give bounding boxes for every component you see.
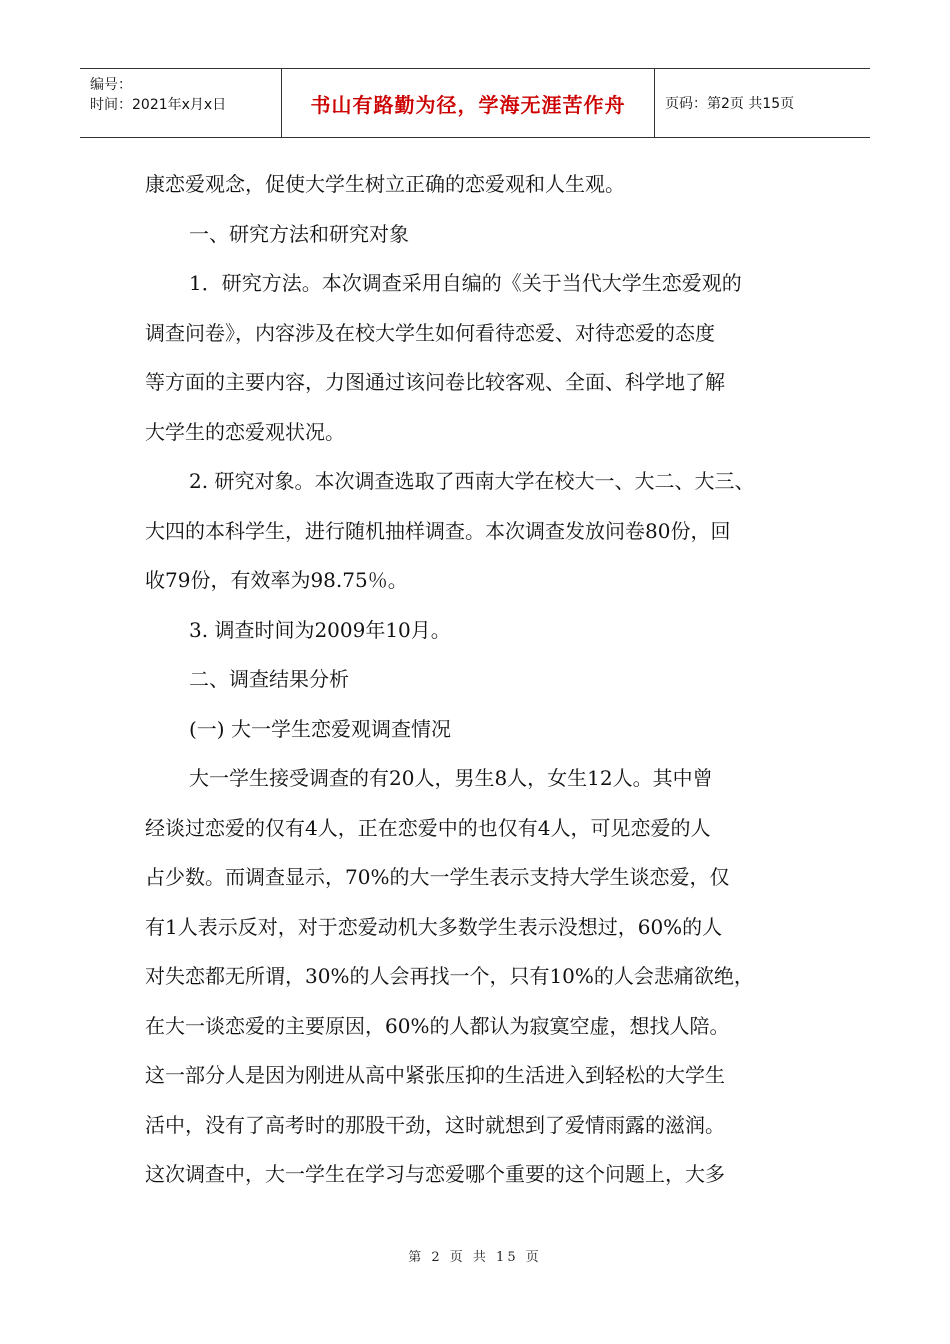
body-line: 这次调查中，大一学生在学习与恋爱哪个重要的这个问题上，大多 bbox=[145, 1162, 725, 1186]
page-footer: 第 2 页 共 15 页 bbox=[408, 1250, 542, 1265]
body-line: 1．研究方法。本次调查采用自编的《关于当代大学生恋爱观的 bbox=[189, 271, 742, 295]
document-body bbox=[145, 160, 815, 1200]
body-line: 大学生的恋爱观状况。 bbox=[145, 419, 345, 444]
body-line: 等方面的主要内容，力图通过该问卷比较客观、全面、科学地了解 bbox=[145, 370, 725, 394]
body-line: 经谈过恋爱的仅有4人，正在恋爱中的也仅有4人，可见恋爱的人 bbox=[145, 815, 711, 840]
body-line: 大一学生接受调查的有20人，男生8人，女生12人。其中曾 bbox=[189, 766, 713, 790]
body-line: 大四的本科学生，进行随机抽样调查。本次调查发放问卷80份，回 bbox=[145, 518, 731, 543]
body-line: 活中，没有了高考时的那股干劲，这时就想到了爱情雨露的滋润。 bbox=[145, 1112, 725, 1137]
header-meta bbox=[80, 69, 282, 137]
body-line: 康恋爱观念，促使大学生树立正确的恋爱观和人生观。 bbox=[145, 172, 625, 196]
body-line: 收79份，有效率为98.75％。 bbox=[145, 568, 408, 592]
page-header bbox=[80, 68, 870, 138]
body-line: 占少数。而调查显示，70%的大一学生表示支持大学生谈恋爱，仅 bbox=[145, 865, 730, 889]
document-date-label: 时间：2021年x月x日 bbox=[90, 97, 227, 113]
section-heading: 一、研究方法和研究对象 bbox=[189, 221, 409, 246]
subsection-heading: (一) 大一学生恋爱观调查情况 bbox=[189, 716, 451, 741]
header-page-info: 页码：第2页 共15页 bbox=[665, 96, 795, 112]
body-line: 3. 调查时间为2009年10月。 bbox=[189, 617, 451, 642]
body-line: 2. 研究对象。本次调查选取了西南大学在校大一、大二、大三、 bbox=[189, 469, 755, 493]
header-motto: 书山有路勤为径，学海无涯苦作舟 bbox=[282, 69, 655, 137]
body-line: 调查问卷》，内容涉及在校大学生如何看待恋爱、对待恋爱的态度 bbox=[145, 320, 715, 345]
section-heading: 二、调查结果分析 bbox=[189, 667, 349, 691]
body-line: 在大一谈恋爱的主要原因，60%的人都认为寂寞空虚，想找人陪。 bbox=[145, 1013, 730, 1038]
body-line: 对失恋都无所谓，30%的人会再找一个，只有10%的人会悲痛欲绝， bbox=[145, 964, 754, 988]
body-line: 这一部分人是因为刚进从高中紧张压抑的生活进入到轻松的大学生 bbox=[145, 1063, 725, 1087]
body-line: 有1人表示反对，对于恋爱动机大多数学生表示没想过，60%的人 bbox=[145, 914, 723, 939]
document-number-label: 编号： bbox=[90, 77, 132, 93]
